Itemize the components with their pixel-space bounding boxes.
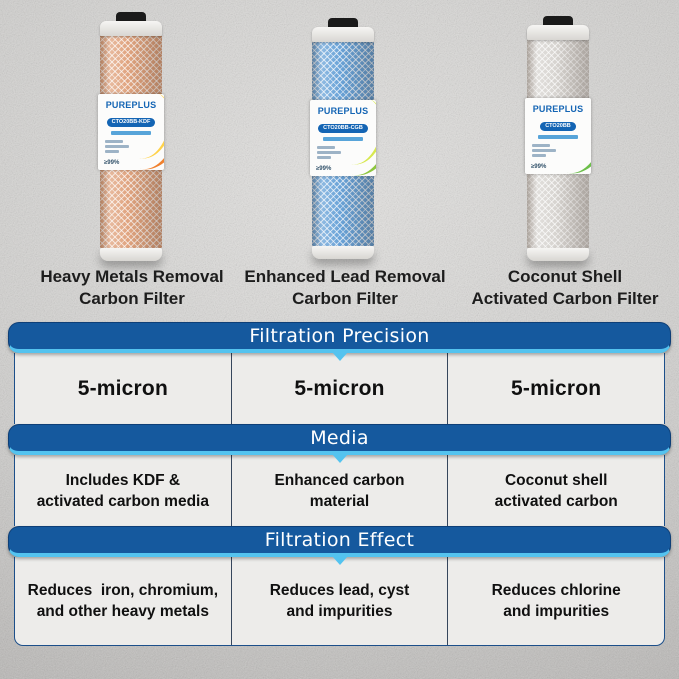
product-name-line: Activated Carbon Filter [471, 289, 659, 308]
brand-text: PUREPLUS [317, 106, 369, 116]
filter-body [312, 42, 374, 246]
filter-cartridge-coconut-shell [527, 16, 589, 261]
table-cell [15, 455, 231, 526]
cell-line: Reduces iron, chromium, [27, 582, 219, 599]
filter-label-sticker [310, 100, 376, 176]
table-row-filtration-effect [14, 557, 665, 646]
cell-line: and other heavy metals [36, 603, 209, 620]
table-cell [15, 557, 231, 645]
label-spec-lines [98, 140, 164, 153]
label-subbar [323, 137, 363, 141]
filter-cartridge-heavy-metals [100, 12, 162, 261]
product-name-line: Heavy Metals Removal [40, 267, 224, 286]
certification-badge: ≥99% [104, 160, 120, 166]
filter-label-sticker [525, 98, 591, 174]
product-name-heavy-metals [12, 266, 252, 310]
product-name-coconut-shell [445, 266, 679, 310]
section-header-media: Media [8, 424, 671, 455]
cell-line: Reduces chlorine [491, 582, 621, 599]
table-cell [447, 353, 664, 424]
table-row-filtration-precision [14, 353, 665, 424]
filter-bottom-cap [100, 248, 162, 261]
cell-line: Reduces lead, cyst [269, 582, 410, 599]
table-cell [231, 557, 448, 645]
filter-top-cap [312, 27, 374, 42]
product-name-line: Enhanced Lead Removal [244, 267, 446, 286]
section-header-filtration-effect: Filtration Effect [8, 526, 671, 557]
product-name-line: Carbon Filter [292, 289, 398, 308]
table-row-media [14, 455, 665, 526]
filter-label-sticker [98, 94, 164, 170]
product-name-line: Coconut Shell [507, 267, 623, 286]
cell-line: Coconut shell [504, 471, 608, 489]
product-name-lead-removal [225, 266, 465, 310]
label-subbar [111, 131, 151, 135]
filter-cartridge-lead-removal [312, 18, 374, 259]
brand-text: PUREPLUS [105, 100, 157, 110]
cell-line: and impurities [503, 603, 610, 620]
cell-line: Enhanced carbon [274, 471, 405, 489]
cell-line: 5-micron [294, 377, 385, 400]
cell-line: activated carbon media [36, 492, 209, 510]
filter-bottom-cap [527, 248, 589, 261]
label-subbar [538, 135, 578, 139]
certification-badge: ≥99% [531, 164, 547, 170]
model-badge: CTO20BB [540, 122, 576, 131]
model-badge: CTO20BB-KDF [107, 118, 156, 127]
filter-top-cap [527, 25, 589, 40]
brand-text: PUREPLUS [532, 104, 584, 114]
cell-line: Includes KDF & [65, 471, 181, 489]
table-cell [15, 353, 231, 424]
label-spec-lines [310, 146, 376, 159]
section-header-filtration-precision: Filtration Precision [8, 322, 671, 353]
filter-body [100, 36, 162, 248]
product-name-line: Carbon Filter [79, 289, 185, 308]
filter-bottom-cap [312, 246, 374, 259]
filter-top-cap [100, 21, 162, 36]
cell-line: activated carbon [494, 492, 618, 510]
cell-line: 5-micron [77, 377, 168, 400]
table-cell [231, 455, 448, 526]
label-spec-lines [525, 144, 591, 157]
cell-line: and impurities [286, 603, 393, 620]
table-cell [447, 557, 664, 645]
filter-body [527, 40, 589, 248]
cell-line: material [309, 492, 370, 510]
comparison-table [8, 322, 671, 646]
cell-line: 5-micron [511, 377, 602, 400]
table-cell [447, 455, 664, 526]
certification-badge: ≥99% [316, 166, 332, 172]
model-badge: CTO20BB-CGB [318, 124, 368, 133]
table-cell [231, 353, 448, 424]
